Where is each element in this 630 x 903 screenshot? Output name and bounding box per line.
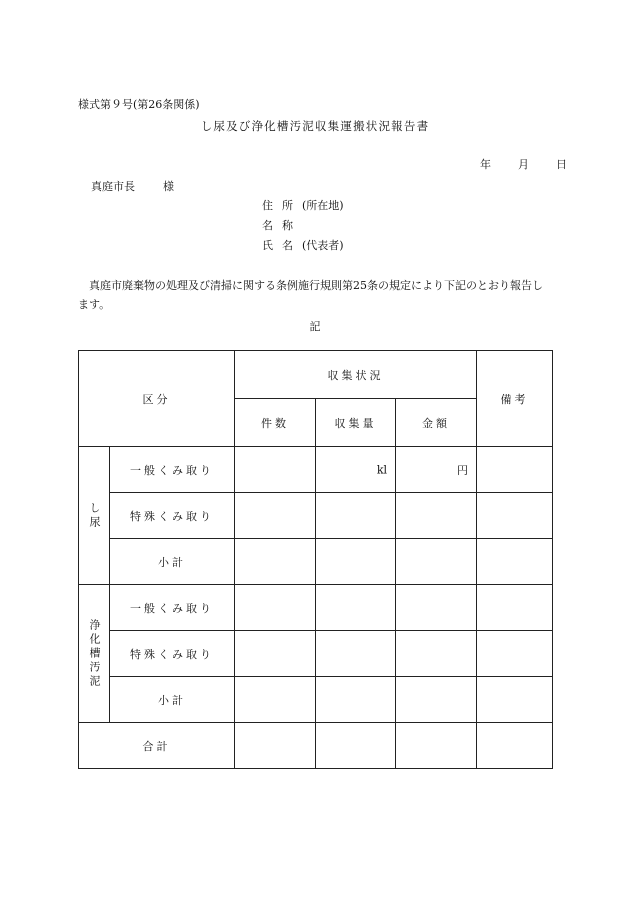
- money-cell[interactable]: [396, 585, 477, 631]
- money-cell[interactable]: [396, 677, 477, 723]
- amount-cell[interactable]: [316, 447, 396, 493]
- table-row: [79, 447, 553, 493]
- count-cell[interactable]: [235, 677, 316, 723]
- ki-heading: 記: [309, 320, 321, 333]
- row-label: 特殊くみ取り: [110, 493, 235, 539]
- money-cell[interactable]: [396, 447, 477, 493]
- count-cell[interactable]: [235, 631, 316, 677]
- table-row: [79, 631, 553, 677]
- table-row: [79, 585, 553, 631]
- date-year-label: 年: [480, 158, 491, 171]
- money-unit: 円: [457, 463, 468, 477]
- group-label-shinyo: し尿: [79, 447, 110, 585]
- table-row: [79, 677, 553, 723]
- group-label-septic-sludge: 浄化槽汚泥: [79, 585, 110, 723]
- row-label: 小計: [110, 539, 235, 585]
- row-label: 一般くみ取り: [110, 447, 235, 493]
- count-cell[interactable]: [235, 723, 316, 769]
- body-paragraph: 真庭市廃棄物の処理及び清掃に関する条例施行規則第25条の規定により下記のとおり報告します。: [78, 279, 543, 311]
- reporter-rep-note: (代表者): [302, 239, 344, 252]
- date-line: [480, 158, 567, 172]
- remarks-cell[interactable]: [477, 631, 553, 677]
- date-month-label: 月: [518, 158, 529, 171]
- amount-cell[interactable]: [316, 631, 396, 677]
- count-cell[interactable]: [235, 539, 316, 585]
- money-cell[interactable]: [396, 493, 477, 539]
- remarks-header: 備考: [477, 351, 553, 447]
- reporter-address-label: 住所: [262, 199, 302, 212]
- remarks-cell[interactable]: [477, 585, 553, 631]
- row-label: 特殊くみ取り: [110, 631, 235, 677]
- money-cell[interactable]: [396, 723, 477, 769]
- addressee-name: 真庭市長: [91, 180, 135, 193]
- money-header: 金額: [396, 399, 477, 447]
- total-row: [79, 723, 553, 769]
- remarks-cell[interactable]: [477, 493, 553, 539]
- remarks-cell[interactable]: [477, 723, 553, 769]
- total-label: 合計: [79, 723, 235, 769]
- table-row: [79, 493, 553, 539]
- addressee-suffix: 様: [163, 180, 174, 193]
- reporter-address-row: [262, 199, 344, 213]
- amount-header: 収集量: [316, 399, 396, 447]
- reporter-address-note: (所在地): [302, 199, 344, 212]
- count-cell[interactable]: [235, 585, 316, 631]
- amount-cell[interactable]: [316, 585, 396, 631]
- count-cell[interactable]: [235, 447, 316, 493]
- form-number: 様式第９号(第26条関係): [78, 98, 200, 111]
- date-day-label: 日: [556, 158, 567, 171]
- money-cell[interactable]: [396, 631, 477, 677]
- count-cell[interactable]: [235, 493, 316, 539]
- reporter-name-label: 名称: [262, 219, 302, 232]
- category-header: 区分: [79, 351, 235, 447]
- row-label: 一般くみ取り: [110, 585, 235, 631]
- addressee: [91, 180, 174, 194]
- collection-status-header: 収集状況: [235, 351, 477, 399]
- amount-cell[interactable]: [316, 539, 396, 585]
- reporter-representative-row: [262, 239, 344, 253]
- amount-cell[interactable]: [316, 723, 396, 769]
- amount-unit: kl: [376, 463, 387, 476]
- row-label: 小計: [110, 677, 235, 723]
- money-cell[interactable]: [396, 539, 477, 585]
- remarks-cell[interactable]: [477, 539, 553, 585]
- amount-cell[interactable]: [316, 493, 396, 539]
- reporter-name-row: [262, 219, 302, 233]
- count-header: 件数: [235, 399, 316, 447]
- report-table: [78, 350, 553, 769]
- reporter-rep-label: 氏名: [262, 239, 302, 252]
- remarks-cell[interactable]: [477, 447, 553, 493]
- amount-cell[interactable]: [316, 677, 396, 723]
- document-title: し尿及び浄化槽汚泥収集運搬状況報告書: [200, 119, 430, 133]
- remarks-cell[interactable]: [477, 677, 553, 723]
- table-row: [79, 539, 553, 585]
